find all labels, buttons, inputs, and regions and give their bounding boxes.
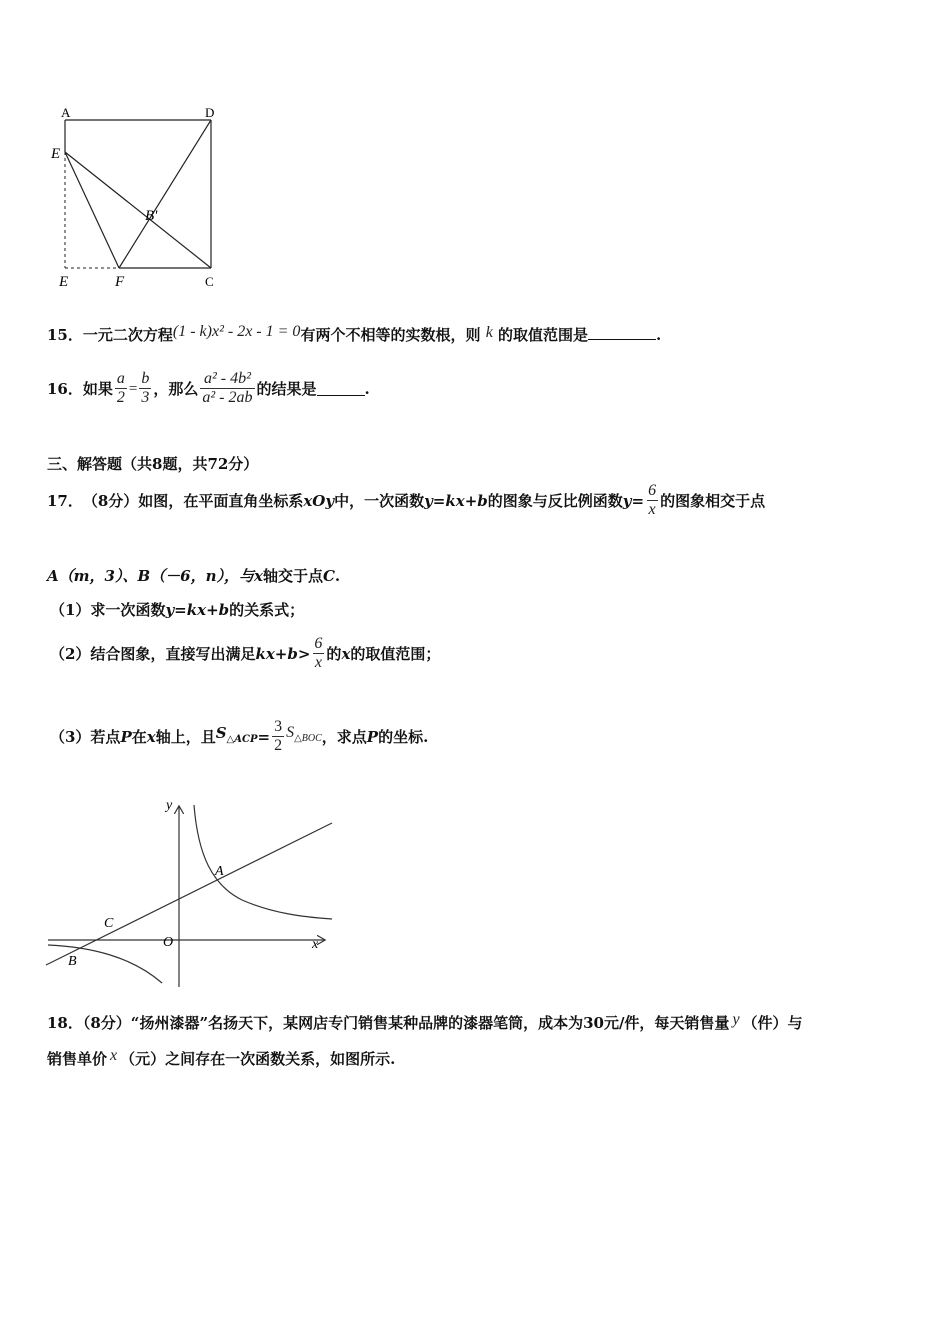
q18-number: 18． bbox=[47, 1014, 83, 1032]
q17-p3-c: 轴上，且 bbox=[155, 727, 216, 746]
q17-p2-expr: kx+b> bbox=[255, 644, 311, 663]
q16-suffix: 的结果是 bbox=[256, 379, 317, 398]
q18-line2-a: 销售单价 bbox=[47, 1050, 108, 1068]
q17-part3 bbox=[50, 718, 428, 755]
q17-p3-x: x bbox=[146, 727, 156, 746]
q16-f3-den: a² - 2ab bbox=[202, 389, 253, 406]
q17-point-C: C bbox=[322, 567, 335, 585]
q16-number: 16． bbox=[47, 379, 83, 398]
q16-equals: = bbox=[128, 380, 138, 397]
label-D: D bbox=[205, 105, 215, 120]
q18-text-b: （件）与 bbox=[742, 1014, 803, 1032]
q17-p3-den: 2 bbox=[274, 737, 283, 754]
q17-p3-P: P bbox=[120, 727, 132, 746]
question-17-line2 bbox=[47, 566, 340, 586]
q17-points: A（m，3）、B（－6，n），与 bbox=[47, 567, 254, 585]
question-18-line2 bbox=[47, 1046, 395, 1069]
q17-p3-fraction bbox=[272, 718, 284, 755]
q16-answer-blank[interactable] bbox=[317, 381, 365, 396]
q17-p2-b: 的 bbox=[326, 644, 342, 663]
q17-p3-e: 的坐标. bbox=[378, 727, 429, 746]
q17-p2-num: 6 bbox=[314, 635, 323, 652]
q17-p3-num: 3 bbox=[274, 718, 283, 735]
q17-inverse-fraction bbox=[646, 482, 658, 519]
label-A: A bbox=[215, 864, 224, 879]
q18-x: x bbox=[110, 1047, 118, 1064]
q16-f1-den: 2 bbox=[116, 389, 125, 406]
label-C: C bbox=[104, 916, 114, 931]
q17-y-eq: y= bbox=[622, 491, 645, 510]
label-x: x bbox=[312, 937, 319, 952]
q17-p1-b: 的关系式； bbox=[229, 601, 305, 619]
label-E-left: E bbox=[51, 146, 61, 162]
q15-var-k: k bbox=[485, 324, 493, 341]
q17-p2-fraction bbox=[312, 635, 324, 672]
q16-f1-num: a bbox=[116, 370, 125, 387]
segment-EC bbox=[65, 152, 211, 268]
q17-s-boc: $S_{\triangle BOC}$ bbox=[286, 724, 322, 745]
label-C: C bbox=[205, 274, 214, 289]
q17-s-acp: $S_{\triangle ACP}$ bbox=[215, 724, 258, 745]
q16-end: . bbox=[364, 379, 370, 398]
label-B: B bbox=[68, 954, 77, 969]
q15-prefix: 一元二次方程 bbox=[82, 326, 173, 344]
label-A: A bbox=[61, 105, 71, 120]
q17-text-d: 的图象相交于点 bbox=[660, 491, 766, 510]
question-16 bbox=[47, 370, 370, 407]
q18-text-a: （8分）“扬州漆器”名扬天下，某网店专门销售某种品牌的漆器笔筒，成本为30元/件，每天销售量 bbox=[82, 1014, 730, 1032]
q17-p2-den: x bbox=[314, 654, 322, 671]
label-B-prime: B' bbox=[145, 208, 158, 224]
question-17-line1 bbox=[47, 482, 765, 519]
q15-end: . bbox=[656, 326, 662, 344]
q17-number: 17． bbox=[47, 491, 83, 510]
label-E-bottom: E bbox=[59, 274, 69, 290]
segment-EF bbox=[65, 152, 119, 268]
q16-middle: ，那么 bbox=[153, 379, 199, 398]
q16-f2-num: b bbox=[141, 370, 150, 387]
q17-inv-num: 6 bbox=[648, 482, 657, 499]
label-y: y bbox=[166, 798, 173, 813]
coordinate-graph-figure bbox=[42, 795, 342, 995]
q17-part2 bbox=[50, 635, 440, 672]
q15-number: 15． bbox=[47, 326, 83, 344]
label-F: F bbox=[115, 274, 125, 290]
q17-p3-b: 在 bbox=[131, 727, 147, 746]
q17-p1-function: y=kx+b bbox=[165, 601, 230, 619]
q17-p3-P2: P bbox=[366, 727, 379, 746]
q17-text-b: 中，一次函数 bbox=[334, 491, 425, 510]
question-18-line1 bbox=[47, 1010, 803, 1033]
q15-middle: 有两个不相等的实数根，则 bbox=[300, 326, 481, 344]
q17-p3-a: （3）若点 bbox=[50, 727, 121, 746]
q17-xoy: xOy bbox=[303, 491, 335, 510]
q15-suffix: 的取值范围是 bbox=[498, 326, 589, 344]
q17-linear-function: y=kx+b bbox=[424, 491, 488, 510]
q17-p3-d: ，求点 bbox=[321, 727, 367, 746]
q16-f2-den: 3 bbox=[141, 389, 150, 406]
section-3-heading bbox=[47, 454, 258, 474]
q16-fraction-b3 bbox=[139, 370, 151, 407]
q17-text-c: 的图象与反比例函数 bbox=[487, 491, 623, 510]
label-O: O bbox=[163, 935, 174, 950]
q15-answer-blank[interactable] bbox=[588, 325, 656, 340]
hyperbola-branch-third-quadrant bbox=[48, 945, 162, 983]
segment-FD bbox=[119, 120, 211, 268]
section-3-title: 三、解答题（共8题，共72分） bbox=[47, 455, 259, 473]
q17-p2-a: （2）结合图象，直接写出满足 bbox=[50, 644, 256, 663]
q17-x: x bbox=[253, 567, 263, 585]
q16-f3-num: a² - 4b² bbox=[203, 370, 251, 387]
linear-function-line bbox=[46, 823, 332, 965]
q17-text-a: （8分）如图，在平面直角坐标系 bbox=[82, 491, 304, 510]
q17-p1-a: （1）求一次函数 bbox=[50, 601, 166, 619]
q18-y: y bbox=[732, 1011, 740, 1028]
q18-line2-b: （元）之间存在一次函数关系，如图所示. bbox=[120, 1050, 396, 1068]
question-15 bbox=[47, 322, 661, 345]
q16-prefix: 如果 bbox=[82, 379, 113, 398]
q16-fraction-a2 bbox=[115, 370, 127, 407]
q17-part1 bbox=[50, 600, 304, 620]
q17-p2-c: 的取值范围； bbox=[350, 644, 441, 663]
q17-period: . bbox=[334, 567, 341, 585]
q16-fraction-expression bbox=[200, 370, 254, 407]
q15-equation: (1 - k)x² - 2x - 1 = 0 bbox=[172, 323, 301, 340]
q17-line2-b: 轴交于点 bbox=[262, 567, 323, 585]
geometry-figure-square bbox=[45, 100, 230, 295]
q17-p3-eq: = bbox=[257, 727, 271, 746]
hyperbola-branch-first-quadrant bbox=[194, 805, 332, 919]
q17-p2-x: x bbox=[341, 644, 351, 663]
q17-inv-den: x bbox=[648, 501, 656, 518]
